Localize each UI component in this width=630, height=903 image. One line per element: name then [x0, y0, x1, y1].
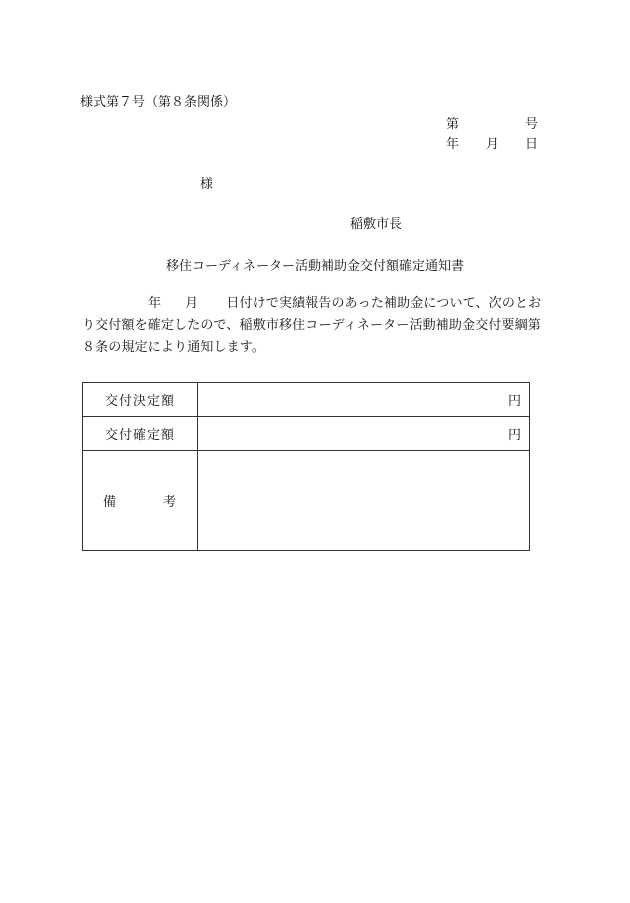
- remarks-value: [198, 451, 530, 551]
- remarks-label-a: 備: [103, 495, 118, 510]
- body-year: 年: [148, 296, 162, 311]
- confirmed-amount-unit: 円: [507, 428, 521, 443]
- document-number-suffix: 号: [524, 117, 538, 132]
- decision-amount-value: [198, 383, 530, 417]
- decision-amount-unit: 円: [507, 394, 521, 409]
- date-day: 日: [524, 137, 538, 152]
- table-row-remarks: [83, 451, 530, 551]
- table-row-decision-amount: [83, 383, 530, 417]
- amount-table: [82, 382, 530, 551]
- confirmed-amount-value: [198, 417, 530, 451]
- remarks-label-b: 考: [162, 495, 177, 510]
- table-row-confirmed-amount: [83, 417, 530, 451]
- document-number-prefix: 第: [446, 117, 460, 132]
- decision-amount-label: 交付決定額: [83, 383, 198, 417]
- sender-name: 稲敷市長: [350, 217, 403, 232]
- body-line-1: [82, 293, 548, 315]
- body-line-1-text: 日付けで実績報告のあった補助金について、次のとお: [226, 296, 542, 311]
- date-month: 月: [486, 137, 500, 152]
- body-line-3: ８条の規定により通知します。: [82, 340, 266, 355]
- body-line-2: り交付額を確定したので、稲敷市移住コーディネーター活動補助金交付要綱第: [82, 318, 541, 333]
- form-number: 様式第７号（第８条関係）: [80, 95, 237, 110]
- addressee: 様: [200, 177, 214, 192]
- remarks-label: [83, 451, 198, 551]
- confirmed-amount-label: 交付確定額: [83, 417, 198, 451]
- date-year: 年: [446, 137, 460, 152]
- body-month: 月: [185, 296, 199, 311]
- document-title: 移住コーディネーター活動補助金交付額確定通知書: [166, 259, 464, 274]
- notice-body: [82, 293, 548, 359]
